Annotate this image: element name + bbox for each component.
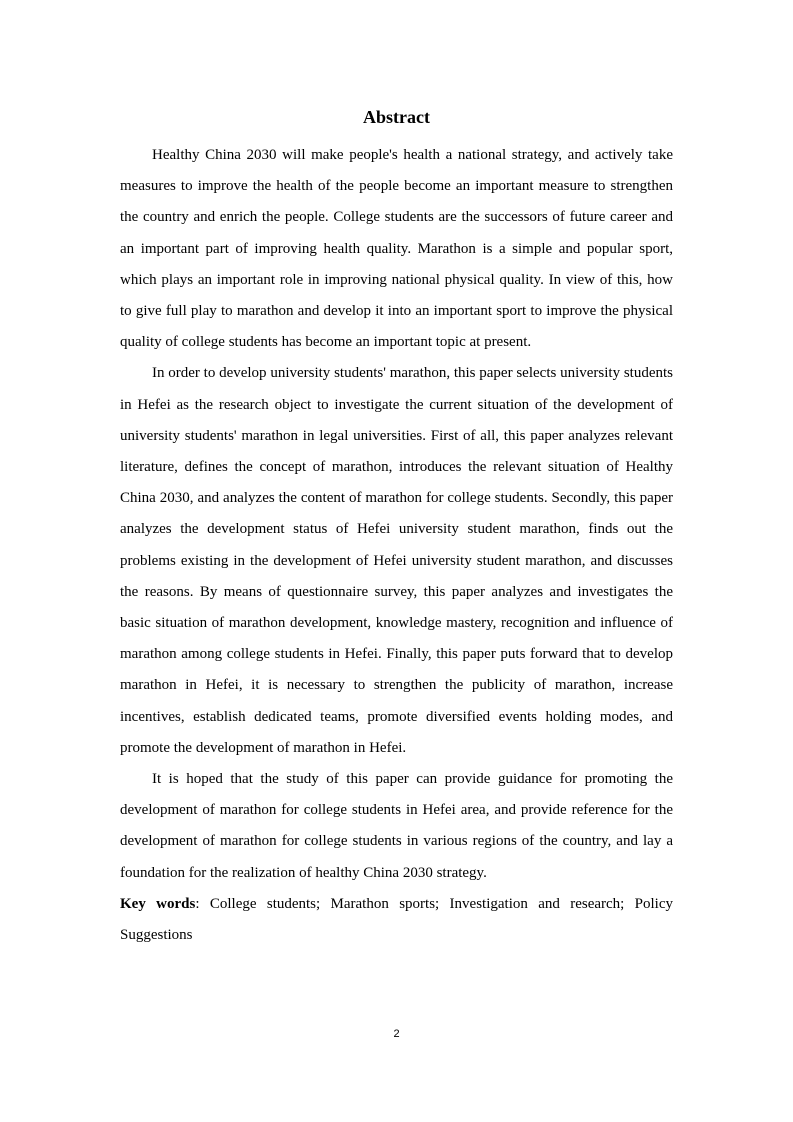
abstract-paragraph-1: Healthy China 2030 will make people's health a national strategy, and actively take measures to improve the health of the people become an important measure to strengthen the country and enrich the people. College students are the successors of future career and an important part of improving health quality. Marathon is a simple and popular sport, which plays an important role in improving national physical quality. In view of this, how to give full play to marathon and develop it into an important sport to improve the physical quality of college students has become an important topic at present. [120, 147, 673, 351]
abstract-paragraph-2: In order to develop university students' marathon, this paper selects university students in Hefei as the research object to investigate the current situation of the development of university students' marathon in legal universities. First of all, this paper analyzes relevant literature, defines the concept of marathon, introduces the relevant situation of Healthy China 2030, and analyzes the content of marathon for college students. Secondly, this paper analyzes the development status of Hefei university student marathon, finds out the problems existing in the development of Hefei university student marathon, and discusses the reasons. By means of questionnaire survey, this paper analyzes and investigates the basic situation of marathon development, knowledge mastery, recognition and influence of marathon among college students in Hefei. Finally, this paper puts forward that to develop marathon in Hefei, it is necessary to strengthen the publicity of marathon, increase incentives, establish dedicated teams, promote diversified events holding modes, and promote the development of marathon in Hefei. [120, 365, 673, 756]
keywords-line [120, 889, 673, 951]
abstract-paragraph-3: It is hoped that the study of this paper can provide guidance for promoting the development of marathon for college students in Hefei area, and provide reference for the development of marathon for college students in various regions of the country, and lay a foundation for the realization of healthy China 2030 strategy. [120, 771, 673, 881]
document-page [120, 104, 673, 951]
keywords-text: College students; Marathon sports; Investigation and research; Policy Suggestions [120, 895, 674, 944]
page-number: 2 [393, 1028, 400, 1040]
keywords-label: Key words [120, 895, 196, 912]
abstract-title: Abstract [363, 107, 430, 127]
keywords-separator: : [195, 895, 210, 912]
